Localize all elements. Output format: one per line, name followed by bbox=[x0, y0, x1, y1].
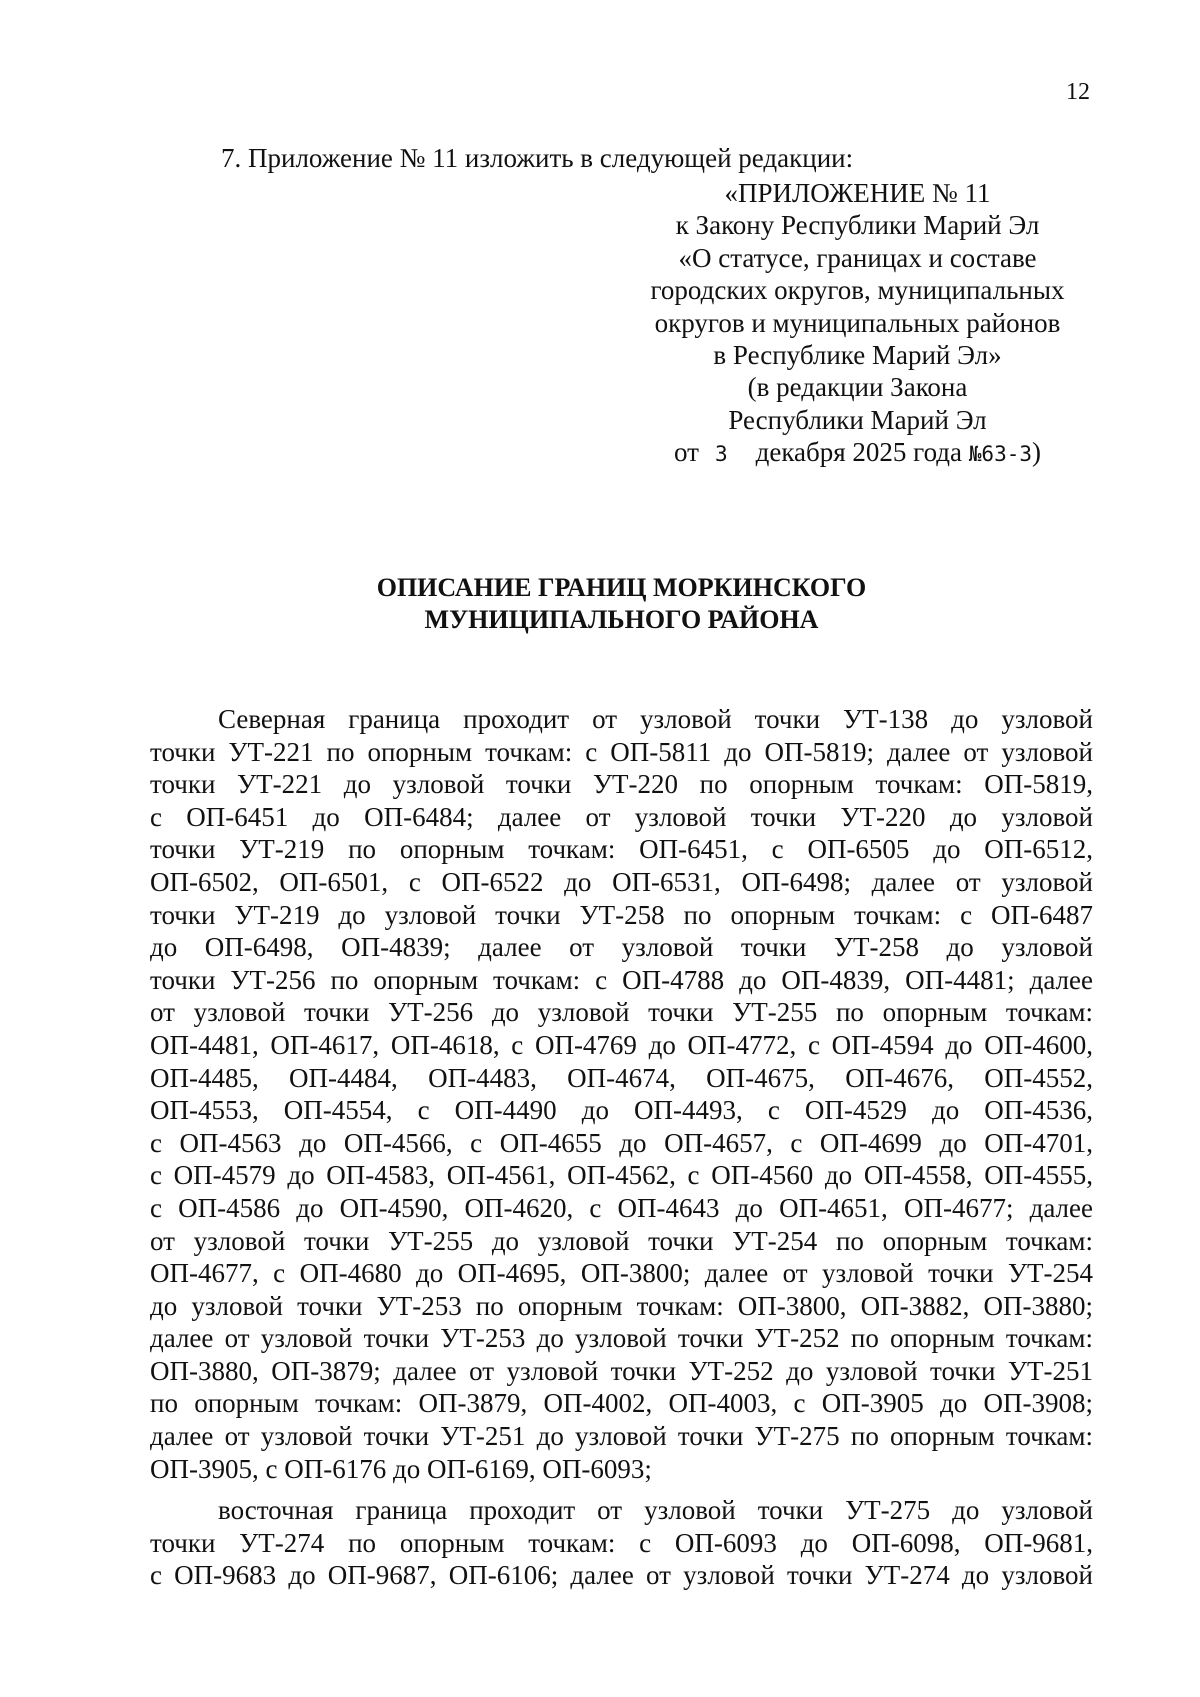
paragraph-line: Северная граница проходит от узловой точки УТ-138 до узловой bbox=[218, 704, 1093, 734]
paragraph-line: ОП-4553, ОП-4554, с ОП-4490 до ОП-4493, с ОП-4529 до ОП-4536, bbox=[150, 1095, 1093, 1126]
paragraph-line: с ОП-6451 до ОП-6484; далее от узловой точки УТ-220 до узловой bbox=[150, 801, 1093, 832]
appendix-header-line: к Закону Республики Марий Эл bbox=[675, 210, 1040, 241]
appendix-header-line: округов и муниципальных районов bbox=[654, 307, 1061, 338]
paragraph-line: далее от узловой точки УТ-251 до узловой точки УТ-275 по опорным точкам: bbox=[150, 1421, 1093, 1452]
paragraph-line: точки УТ-256 по опорным точкам: с ОП-4788 до ОП-4839, ОП-4481; далее bbox=[150, 964, 1093, 995]
law-number: №63-З bbox=[968, 442, 1032, 467]
date-day: 3 bbox=[714, 442, 728, 467]
date-month-year: декабря 2025 года bbox=[755, 437, 963, 468]
paragraph-line: ОП-4481, ОП-4617, ОП-4618, с ОП-4769 до ОП-4772, с ОП-4594 до ОП-4600, bbox=[150, 1029, 1093, 1060]
paragraph-line: от узловой точки УТ-256 до узловой точки УТ-255 по опорным точкам: bbox=[150, 997, 1093, 1028]
date-suffix: ) bbox=[1032, 437, 1041, 468]
paragraph-line: точки УТ-274 по опорным точкам: с ОП-6093 до ОП-6098, ОП-9681, bbox=[150, 1527, 1093, 1558]
paragraph-line: далее от узловой точки УТ-253 до узловой точки УТ-252 по опорным точкам: bbox=[150, 1323, 1093, 1354]
appendix-header-line: Республики Марий Эл bbox=[728, 404, 987, 435]
paragraph-line: с ОП-9683 до ОП-9687, ОП-6106; далее от узловой точки УТ-274 до узловой bbox=[150, 1560, 1093, 1591]
appendix-header-line: (в редакции Закона bbox=[747, 372, 968, 403]
appendix-date-line bbox=[600, 436, 1115, 470]
page-number: 12 bbox=[1066, 79, 1090, 105]
paragraph-line: до узловой точки УТ-253 по опорным точкам: ОП-3800, ОП-3882, ОП-3880; bbox=[150, 1290, 1093, 1321]
document-title bbox=[150, 572, 1093, 636]
paragraph-line: по опорным точкам: ОП-3879, ОП-4002, ОП-4003, с ОП-3905 до ОП-3908; bbox=[150, 1388, 1093, 1419]
paragraph-line: точки УТ-219 по опорным точкам: ОП-6451, с ОП-6505 до ОП-6512, bbox=[150, 834, 1093, 865]
paragraph-eastern-border bbox=[150, 1494, 1093, 1592]
paragraph-line: точки УТ-221 до узловой точки УТ-220 по опорным точкам: ОП-5819, bbox=[150, 769, 1093, 800]
appendix-header-line: «О статусе, границах и составе bbox=[678, 242, 1037, 273]
paragraph-line: до ОП-6498, ОП-4839; далее от узловой точки УТ-258 до узловой bbox=[150, 932, 1093, 963]
paragraph-line: ОП-3905, с ОП-6176 до ОП-6169, ОП-6093; bbox=[150, 1453, 652, 1484]
paragraph-northern-border bbox=[150, 703, 1093, 1485]
date-prefix: от bbox=[674, 437, 699, 468]
paragraph-line: ОП-3880, ОП-3879; далее от узловой точки УТ-252 до узловой точки УТ-251 bbox=[150, 1355, 1093, 1386]
paragraph-line: с ОП-4586 до ОП-4590, ОП-4620, с ОП-4643 до ОП-4651, ОП-4677; далее bbox=[150, 1192, 1093, 1223]
paragraph-line: с ОП-4563 до ОП-4566, с ОП-4655 до ОП-4657, с ОП-4699 до ОП-4701, bbox=[150, 1127, 1093, 1158]
paragraph-line: ОП-6502, ОП-6501, с ОП-6522 до ОП-6531, ОП-6498; далее от узловой bbox=[150, 866, 1093, 897]
paragraph-line: ОП-4485, ОП-4484, ОП-4483, ОП-4674, ОП-4675, ОП-4676, ОП-4552, bbox=[150, 1062, 1093, 1093]
paragraph-line: с ОП-4579 до ОП-4583, ОП-4561, ОП-4562, с ОП-4560 до ОП-4558, ОП-4555, bbox=[150, 1160, 1093, 1191]
appendix-header-line: городских округов, муниципальных bbox=[650, 275, 1065, 306]
appendix-header-line: в Республике Марий Эл» bbox=[713, 340, 1002, 371]
amendment-intro: 7. Приложение № 11 изложить в следующей редакции: bbox=[221, 143, 854, 173]
paragraph-line: ОП-4677, с ОП-4680 до ОП-4695, ОП-3800; далее от узловой точки УТ-254 bbox=[150, 1258, 1093, 1289]
appendix-header bbox=[600, 177, 1115, 471]
paragraph-line: от узловой точки УТ-255 до узловой точки УТ-254 по опорным точкам: bbox=[150, 1225, 1093, 1256]
paragraph-line: точки УТ-221 по опорным точкам: с ОП-5811 до ОП-5819; далее от узловой bbox=[150, 736, 1093, 767]
appendix-header-line: «ПРИЛОЖЕНИЕ № 11 bbox=[724, 178, 991, 208]
document-title-line: МУНИЦИПАЛЬНОГО РАЙОНА bbox=[424, 605, 819, 634]
paragraph-line: точки УТ-219 до узловой точки УТ-258 по опорным точкам: с ОП-6487 bbox=[150, 899, 1093, 930]
paragraph-line: восточная граница проходит от узловой точки УТ-275 до узловой bbox=[218, 1495, 1093, 1525]
document-title-line: ОПИСАНИЕ ГРАНИЦ МОРКИНСКОГО bbox=[376, 573, 867, 602]
